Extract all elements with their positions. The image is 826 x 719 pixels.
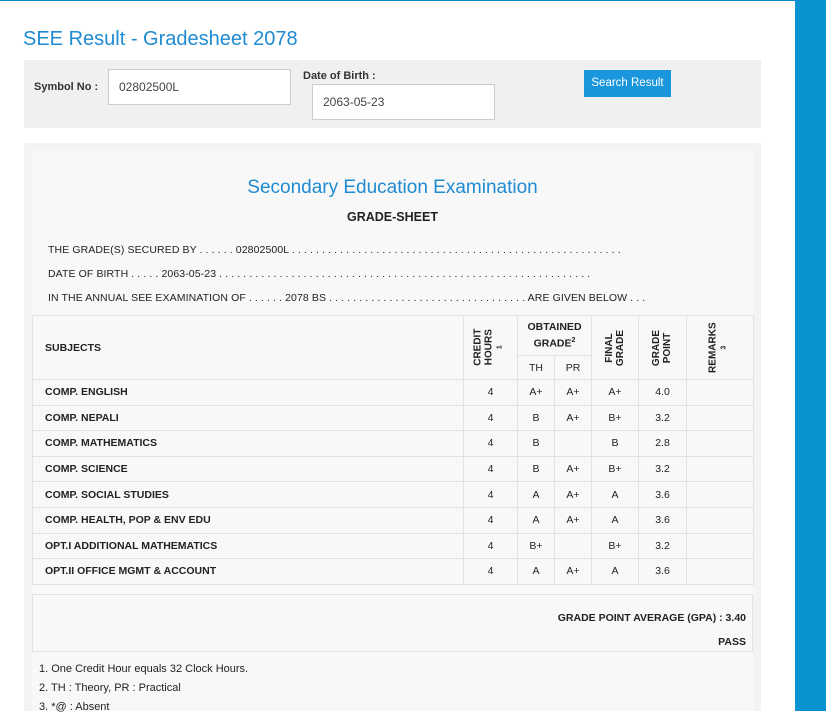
remarks-cell [687,405,754,431]
subject-cell: COMP. SOCIAL STUDIES [33,482,464,508]
date-of-birth-line: DATE OF BIRTH . . . . . 2063-05-23 . . . . . . . . . . . . . . . . . . . . . . . . . . . . . . . . . . . . . . . . . . . . . . . . . . . . . . . . . . . . . . [48,268,591,280]
gradesheet-container [24,143,761,711]
summary-box [32,594,753,652]
theory-grade-cell: B+ [518,533,555,559]
remarks-cell [687,507,754,533]
credit-cell: 4 [464,380,518,406]
table-row [33,507,754,533]
grade-point-header: GRADE POINT [639,316,687,380]
remarks-cell [687,559,754,585]
practical-grade-cell: A+ [555,507,592,533]
theory-grade-cell: A [518,482,555,508]
secured-by-line: THE GRADE(S) SECURED BY . . . . . . 02802500L . . . . . . . . . . . . . . . . . . . . . . . . . . . . . . . . . . . . . . . . . . . . . . . . . . . . . . . [48,244,621,256]
obtained-grade-header: OBTAINED GRADE$^2$ [518,316,592,356]
date-of-birth-input[interactable]: 2063-05-23 [312,84,495,120]
final-grade-cell: B+ [592,405,639,431]
table-row [33,431,754,457]
theory-grade-cell: B [518,405,555,431]
theory-grade-cell: A [518,507,555,533]
page-title: SEE Result - Gradesheet 2078 [23,28,298,50]
subject-cell: COMP. MATHEMATICS [33,431,464,457]
grade-point-cell: 3.6 [639,507,687,533]
right-sidebar-bar [795,0,826,711]
search-panel [24,60,761,128]
final-grade-cell: B+ [592,533,639,559]
credit-cell: 4 [464,405,518,431]
remarks-cell [687,482,754,508]
final-grade-cell: A+ [592,380,639,406]
footnote-2: 2. TH : Theory, PR : Practical [39,682,181,694]
result-text: PASS [718,636,746,648]
practical-grade-cell: A+ [555,559,592,585]
remarks-cell [687,380,754,406]
subject-cell: COMP. HEALTH, POP & ENV EDU [33,507,464,533]
examination-line: IN THE ANNUAL SEE EXAMINATION OF . . . . . . 2078 BS . . . . . . . . . . . . . . . . . . . . . . . . . . . . . . . . . ARE GIVEN BELOW . . . [48,292,646,304]
final-grade-cell: A [592,559,639,585]
credit-cell: 4 [464,507,518,533]
subjects-header: SUBJECTS [33,316,464,380]
table-row [33,482,754,508]
footnote-1: 1. One Credit Hour equals 32 Clock Hours. [39,663,249,675]
practical-grade-cell: A+ [555,482,592,508]
table-row [33,456,754,482]
theory-grade-cell: A+ [518,380,555,406]
remarks-header: REMARKS $^3$ [687,316,754,380]
date-of-birth-label: Date of Birth : [303,70,376,82]
remarks-cell [687,431,754,457]
theory-grade-cell: B [518,431,555,457]
final-grade-cell: B [592,431,639,457]
theory-grade-cell: B [518,456,555,482]
practical-header: PR [555,356,592,380]
grade-point-cell: 3.6 [639,559,687,585]
grades-table [32,315,754,585]
theory-header: TH [518,356,555,380]
grade-point-cell: 3.2 [639,456,687,482]
final-grade-cell: B+ [592,456,639,482]
grade-point-cell: 3.6 [639,482,687,508]
practical-grade-cell: A+ [555,405,592,431]
table-row [33,380,754,406]
credit-cell: 4 [464,456,518,482]
credit-cell: 4 [464,533,518,559]
symbol-no-label: Symbol No : [34,81,99,93]
final-grade-header: FINAL GRADE [592,316,639,380]
top-border [0,0,795,1]
grade-point-cell: 3.2 [639,533,687,559]
subject-cell: COMP. NEPALI [33,405,464,431]
practical-grade-cell [555,431,592,457]
final-grade-cell: A [592,507,639,533]
symbol-no-input[interactable]: 02802500L [108,69,291,105]
gradesheet [32,151,753,711]
practical-grade-cell: A+ [555,456,592,482]
search-result-button[interactable]: Search Result [584,70,671,97]
subject-cell: COMP. ENGLISH [33,380,464,406]
subject-cell: OPT.II OFFICE MGMT & ACCOUNT [33,559,464,585]
table-row [33,559,754,585]
credit-cell: 4 [464,482,518,508]
grade-point-cell: 2.8 [639,431,687,457]
gpa-text: GRADE POINT AVERAGE (GPA) : 3.40 [557,612,746,624]
table-row [33,405,754,431]
subject-cell: COMP. SCIENCE [33,456,464,482]
practical-grade-cell [555,533,592,559]
gradesheet-heading: GRADE-SHEET [347,210,438,224]
exam-title: Secondary Education Examination [247,177,538,198]
theory-grade-cell: A [518,559,555,585]
credit-cell: 4 [464,431,518,457]
footnote-3: 3. *@ : Absent [39,701,110,713]
remarks-cell [687,456,754,482]
credit-hours-header: CREDIT HOURS $^1$ [464,316,518,380]
credit-cell: 4 [464,559,518,585]
final-grade-cell: A [592,482,639,508]
remarks-cell [687,533,754,559]
subject-cell: OPT.I ADDITIONAL MATHEMATICS [33,533,464,559]
practical-grade-cell: A+ [555,380,592,406]
footnotes [39,662,248,719]
grade-point-cell: 3.2 [639,405,687,431]
grade-point-cell: 4.0 [639,380,687,406]
table-row [33,533,754,559]
